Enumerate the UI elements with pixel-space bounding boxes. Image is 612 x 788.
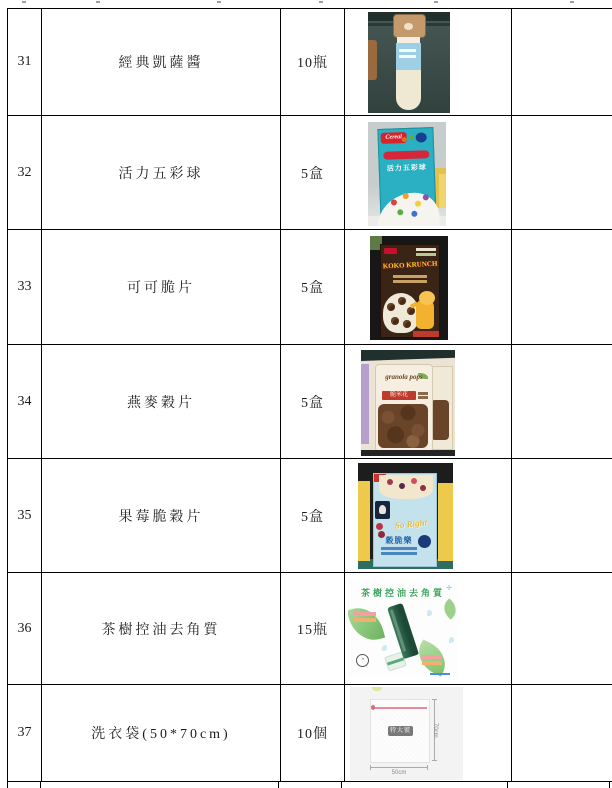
item-name: 活力五彩球 <box>118 166 204 182</box>
table-row <box>8 573 612 685</box>
colorful-cereal-box-photo <box>368 122 446 226</box>
item-name: 茶樹控油去角質 <box>101 622 221 638</box>
item-name: 可可脆片 <box>127 281 195 296</box>
row-number: 36 <box>17 620 32 636</box>
supply-list-table <box>7 8 612 782</box>
row-number: 33 <box>17 279 32 294</box>
leaf-icon <box>439 598 458 619</box>
laundry-bag-diagram-photo <box>350 687 463 780</box>
row-number: 34 <box>17 393 32 409</box>
table-row <box>8 116 612 230</box>
table-row <box>8 345 612 459</box>
item-name: 果莓脆穀片 <box>118 509 204 525</box>
page-top-remnant-mark <box>319 1 323 3</box>
page-top-remnant-mark <box>22 1 26 3</box>
item-name: 燕麥穀片 <box>127 395 195 411</box>
height-dimension-text: 70cm <box>432 723 438 738</box>
width-dimension-text: 50cm <box>391 770 407 776</box>
quantity: 5盒 <box>301 509 324 525</box>
ingredient-label <box>422 655 442 659</box>
next-row-border-stub <box>40 781 41 788</box>
table-row <box>8 459 612 573</box>
row-number: 35 <box>17 507 32 523</box>
tea-tree-scrub-ad-photo <box>348 580 458 677</box>
granola-cluster-icon <box>378 404 428 448</box>
laundry-bag-icon <box>370 699 430 763</box>
cereal-box-icon <box>377 127 436 223</box>
granola-pops-logo: granola pops <box>385 372 423 381</box>
award-badge-icon <box>418 535 431 548</box>
zipper-icon <box>373 707 427 709</box>
width-dimension-line <box>370 767 428 768</box>
quantity: 10瓶 <box>297 56 328 71</box>
quantity: 5盒 <box>301 395 324 411</box>
water-drop-icon <box>427 610 432 616</box>
adjacent-product-icon <box>368 40 377 80</box>
item-name: 洗衣袋(50*70cm) <box>91 727 231 742</box>
quantity-cell <box>281 9 345 116</box>
mascot-icon <box>416 132 427 142</box>
water-drop-icon <box>381 644 388 651</box>
cereal-box-icon <box>380 244 440 338</box>
box-title-text: 穀脆樂 <box>385 536 413 545</box>
quantity: 10個 <box>297 727 328 742</box>
koko-krunch-logo: KOKO KRUNCH <box>382 259 438 271</box>
scrub-tube-icon <box>387 603 419 659</box>
ingredient-label <box>354 612 376 616</box>
item-name-cell <box>42 9 281 116</box>
table-row <box>8 685 612 782</box>
water-drop-icon <box>449 637 454 643</box>
caesar-dressing-bottle-photo <box>368 12 450 113</box>
next-row-border-stub <box>507 781 508 788</box>
quantity: 15瓶 <box>297 622 328 638</box>
so-right-script-text: So Right <box>394 517 428 531</box>
page-top-remnant-mark <box>434 1 438 3</box>
berry-cereal-box-photo <box>358 463 453 569</box>
row-number: 31 <box>17 54 32 69</box>
dressing-bottle-icon <box>395 14 422 110</box>
granola-pops-pouch-photo <box>361 350 455 456</box>
next-row-border-stub <box>278 781 279 788</box>
table-row <box>8 9 612 116</box>
next-row-border-stub <box>7 781 8 788</box>
cereal-brand-logo: Cereal <box>381 132 407 144</box>
page-top-remnant-mark <box>96 1 100 3</box>
adjacent-yellow-box-icon <box>358 481 370 561</box>
quantity: 5盒 <box>301 281 324 296</box>
zipper-pull-icon <box>371 705 375 710</box>
koko-krunch-cereal-box-photo <box>370 236 448 340</box>
row-number: 37 <box>17 725 32 740</box>
next-row-border-stub <box>341 781 342 788</box>
photo-cell <box>345 9 512 116</box>
next-row-border-stub <box>609 781 610 788</box>
leaf-icon <box>348 603 385 646</box>
row-number-cell <box>8 9 42 116</box>
granola-tag-text: 脆米花 <box>382 391 416 400</box>
quantity: 5盒 <box>301 166 324 182</box>
row-number: 32 <box>17 164 32 180</box>
table-row <box>8 230 612 345</box>
size-label: 特大號 <box>389 728 411 734</box>
page-top-remnant-mark <box>217 1 221 3</box>
sparkle-icon: ✛ <box>446 584 452 592</box>
item-name: 經典凱薩醬 <box>118 56 204 71</box>
adjacent-product-icon <box>361 364 369 444</box>
blank-cell <box>512 9 612 116</box>
granola-pouch-icon <box>375 364 433 452</box>
box-title-text: 活力五彩球 <box>386 163 427 173</box>
ad-title-text: 茶樹控油去角質 <box>360 588 445 598</box>
adjacent-yellow-box-icon <box>438 483 453 561</box>
percent-badge-icon: ◔ <box>356 654 369 667</box>
page-top-remnant-mark <box>570 1 574 3</box>
nestle-logo-icon <box>384 248 397 254</box>
